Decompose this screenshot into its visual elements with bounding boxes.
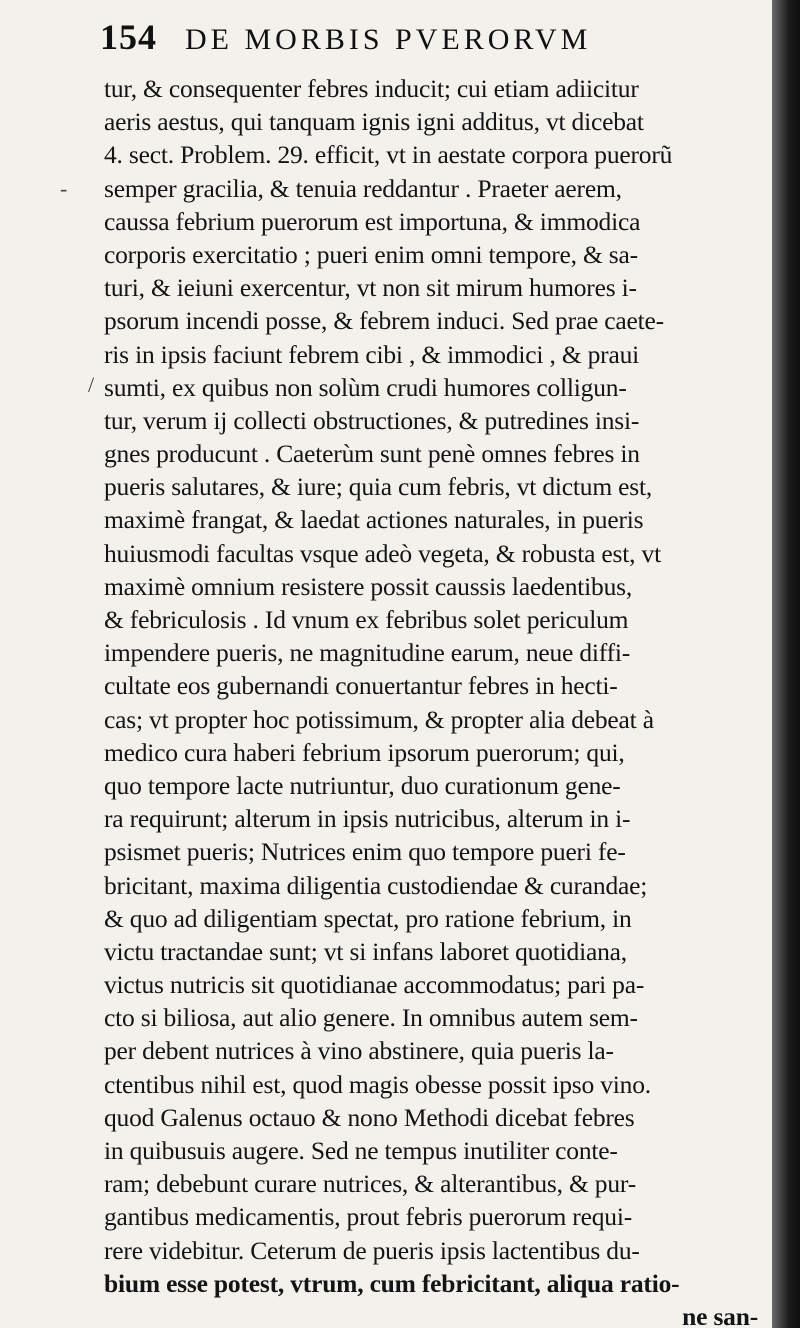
page-number: 154 bbox=[100, 17, 157, 57]
text-line: gantibus medicamentis, prout febris puerorum requi- bbox=[104, 1202, 632, 1232]
text-line: maximè omnium resistere possit caussis laedentibus, bbox=[104, 571, 633, 601]
text-line: huiusmodi facultas vsque adeò vegeta, & robusta est, vt bbox=[104, 538, 661, 568]
text-line: per debent nutrices à vino abstinere, quia pueris la- bbox=[104, 1036, 614, 1066]
text-line: semper gracilia, & tenuia reddantur . Praeter aerem, bbox=[104, 173, 622, 203]
text-line: caussa febrium puerorum est importuna, & immodica bbox=[104, 206, 641, 236]
page-header bbox=[100, 16, 700, 66]
text-line: gnes producunt . Caeterùm sunt penè omnes febres in bbox=[104, 439, 640, 469]
text-line: medico cura haberi febrium ipsorum puerorum; qui, bbox=[104, 737, 625, 767]
text-line: tur, verum ij collecti obstructiones, & putredines insi- bbox=[104, 405, 640, 435]
text-line: ra requirunt; alterum in ipsis nutricibus, alterum in i- bbox=[104, 804, 631, 834]
text-line: tur, & consequenter febres inducit; cui etiam adiicitur bbox=[104, 74, 639, 103]
text-line: ris in ipsis faciunt febrem cibi , & immodici , & praui bbox=[104, 339, 640, 369]
text-line: ram; debebunt curare nutrices, & alterantibus, & pur- bbox=[104, 1169, 636, 1199]
text-line: aeris aestus, qui tanquam ignis igni additus, vt dicebat bbox=[104, 107, 644, 137]
text-line: turi, & ieiuni exercentur, vt non sit mirum humores i- bbox=[104, 273, 637, 303]
text-line: bricitant, maxima diligentia custodiendae & curandae; bbox=[104, 870, 648, 900]
text-line: in quibusuis augere. Sed ne tempus inutiliter conte- bbox=[104, 1136, 618, 1165]
text-line: cas; vt propter hoc potissimum, & propter alia debeat à bbox=[104, 704, 654, 734]
text-line: quod Galenus octauo & nono Methodi dicebat febres bbox=[104, 1102, 635, 1132]
text-line: rere videbitur. Ceterum de pueris ipsis lactentibus du- bbox=[104, 1235, 640, 1265]
text-line: corporis exercitatio ; pueri enim omni tempore, & sa- bbox=[104, 239, 638, 269]
text-line: bium esse potest, vtrum, cum febricitant, aliqua ratio- bbox=[104, 1268, 680, 1298]
text-line: psorum incendi posse, & febrem induci. Sed prae caete- bbox=[104, 306, 664, 336]
text-line: psismet pueris; Nutrices enim quo tempore pueri fe- bbox=[104, 837, 626, 867]
text-line: cto si biliosa, aut alio genere. In omnibus autem sem- bbox=[104, 1003, 638, 1033]
margin-mark-slash: / bbox=[88, 372, 95, 397]
text-line: ctentibus nihil est, quod magis obesse possit ipso vino. bbox=[104, 1069, 651, 1099]
text-line: cultate eos gubernandi conuertantur febres in hecti- bbox=[104, 671, 618, 701]
text-line: maximè frangat, & laedat actiones naturales, in pueris bbox=[104, 505, 644, 535]
text-line: victu tractandae sunt; vt si infans laboret quotidiana, bbox=[104, 936, 627, 966]
text-line: quo tempore lacte nutriuntur, duo curationum gene- bbox=[104, 770, 621, 800]
text-line: 4. sect. Problem. 29. efficit, vt in aestate corpora puerorũ bbox=[104, 140, 673, 170]
text-line: victus nutricis sit quotidianae accommodatus; pari pa- bbox=[104, 970, 645, 1000]
text-line: pueris salutares, & iure; quia cum febris, vt dictum est, bbox=[104, 472, 653, 502]
body-text bbox=[104, 72, 764, 1328]
running-title: DE MORBIS PVERORVM bbox=[185, 23, 592, 56]
margin-mark-dash: - bbox=[60, 176, 68, 201]
text-line: impendere pueris, ne magnitudine earum, neue diffi- bbox=[104, 638, 631, 668]
text-line: & febriculosis . Id vnum ex febribus solet periculum bbox=[104, 605, 629, 634]
page-edge-shadow bbox=[772, 0, 800, 1328]
text-line: sumti, ex quibus non solùm crudi humores colligun- bbox=[104, 372, 627, 402]
catchword: ne san- bbox=[682, 1301, 758, 1328]
text-line: & quo ad diligentiam spectat, pro ratione febrium, in bbox=[104, 903, 632, 933]
